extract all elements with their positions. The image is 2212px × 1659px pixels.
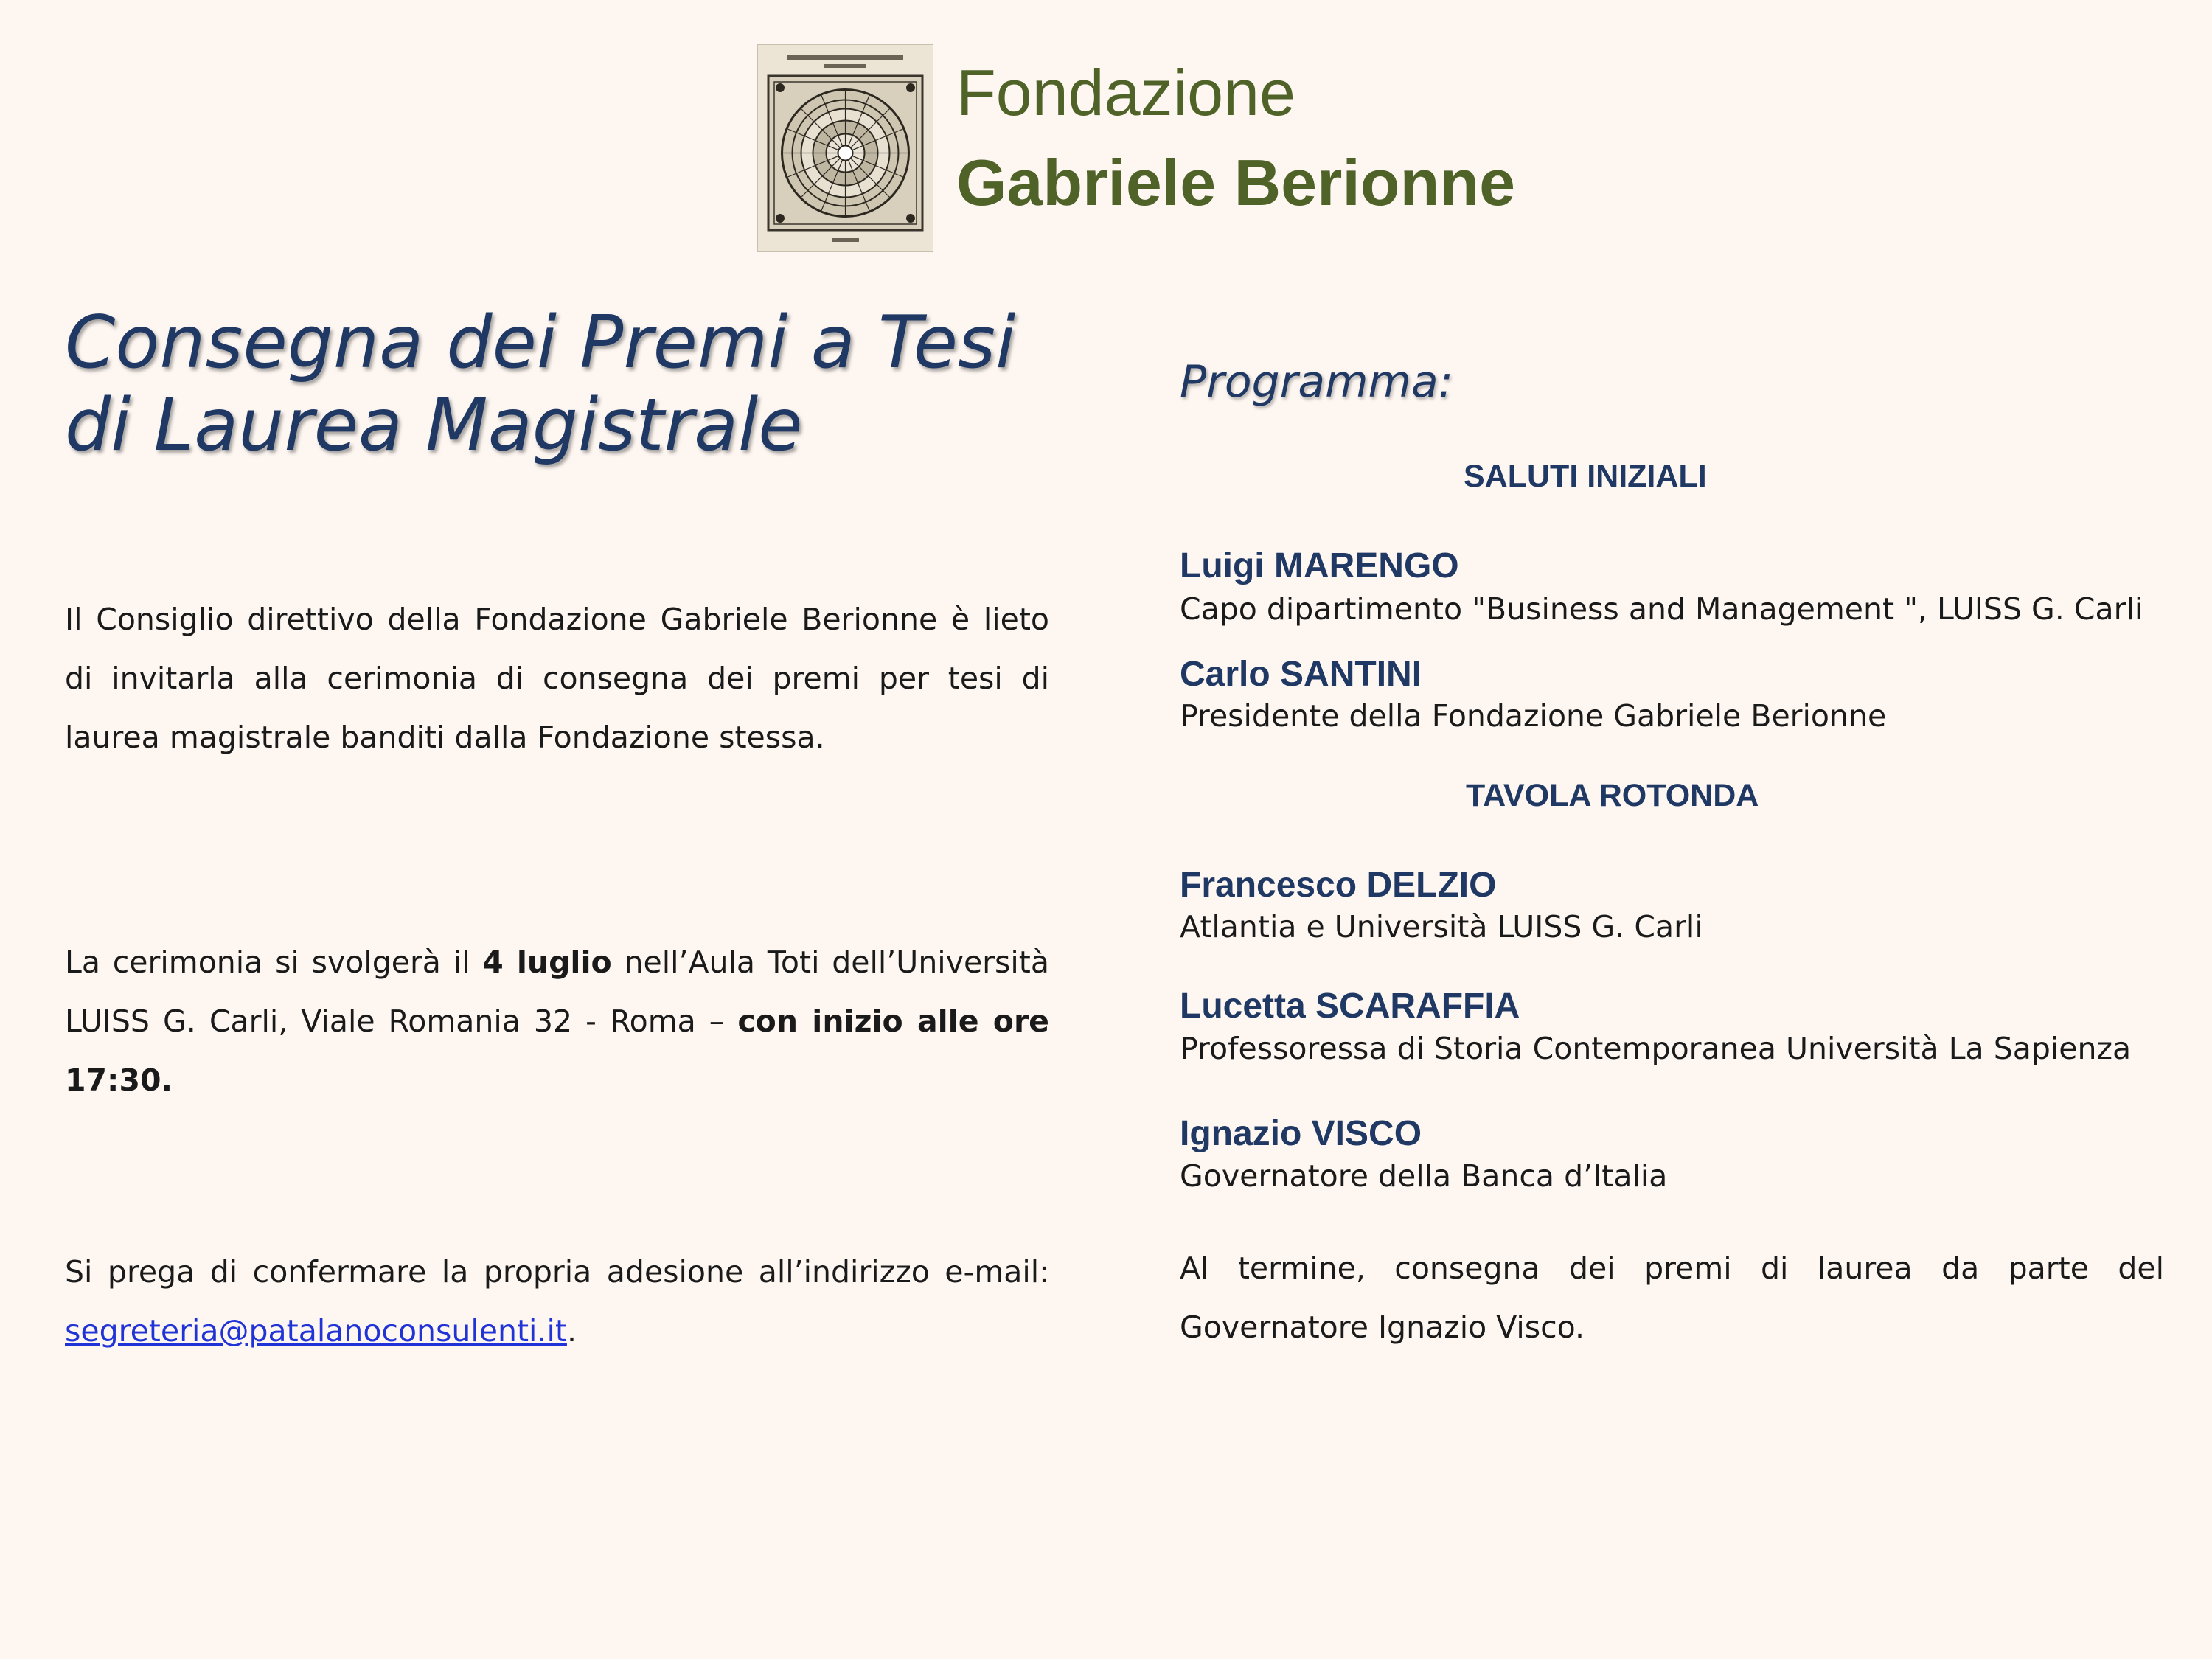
rsvp-end: . xyxy=(566,1313,577,1349)
title-line1: Consegna dei Premi a Tesi xyxy=(65,301,1016,385)
ceremony-time: con inizio alle ore 17:30. xyxy=(65,1004,1049,1098)
speaker-name: Ignazio VISCO xyxy=(1180,1114,1422,1153)
foundation-name-line1: Fondazione xyxy=(956,56,1295,129)
page-title xyxy=(65,302,1097,467)
rsvp-text: Si prega di confermare la propria adesione all’indirizzo e-mail: xyxy=(65,1254,1049,1290)
speaker-name: Francesco DELZIO xyxy=(1180,866,1497,905)
rsvp-paragraph xyxy=(65,1242,1049,1360)
rsvp-email-link[interactable]: segreteria@patalanoconsulenti.it xyxy=(65,1313,567,1349)
foundation-logo xyxy=(757,44,933,252)
speaker-name: Carlo SANTINI xyxy=(1180,655,1422,694)
speaker-role: Presidente della Fondazione Gabriele Berionne xyxy=(1180,698,1887,734)
speaker-role: Atlantia e Università LUISS G. Carli xyxy=(1180,909,1703,945)
ceremony-date: 4 luglio xyxy=(482,945,612,980)
ceremony-location: nell’Aula Toti dell’Università LUISS G. Carli, Viale Romania 32 - Roma – xyxy=(65,945,1049,1039)
closing-paragraph: Al termine, consegna dei premi di laurea da parte del Governatore Ignazio Visco. xyxy=(1180,1251,2164,1345)
speaker-role: Governatore della Banca d’Italia xyxy=(1180,1158,1668,1194)
speaker-name: Lucetta SCARAFFIA xyxy=(1180,987,1520,1026)
speaker-role: Professoressa di Storia Contemporanea Università La Sapienza xyxy=(1180,1031,2132,1066)
speaker-role: Capo dipartimento "Business and Management ", LUISS G. Carli xyxy=(1180,591,2143,627)
speaker-name: Luigi MARENGO xyxy=(1180,546,1459,585)
section-tavola-rotonda: TAVOLA ROTONDA xyxy=(1466,778,1759,813)
ceremony-text-start: La cerimonia si svolgerà il xyxy=(65,945,483,980)
intro-paragraph: Il Consiglio direttivo della Fondazione Gabriele Berionne è lieto di invitarla alla cerimonia di consegna dei premi per tesi di laurea magistrale banditi dalla Fondazione stessa. xyxy=(65,602,1049,755)
title-line2: di Laurea Magistrale xyxy=(65,383,803,467)
astronomical-disc-icon xyxy=(758,45,933,251)
program-heading: Programma: xyxy=(1180,356,1453,408)
ceremony-paragraph xyxy=(65,933,1049,1110)
foundation-name-line2: Gabriele Berionne xyxy=(956,146,1516,219)
section-saluti-iniziali: SALUTI INIZIALI xyxy=(1464,459,1707,494)
